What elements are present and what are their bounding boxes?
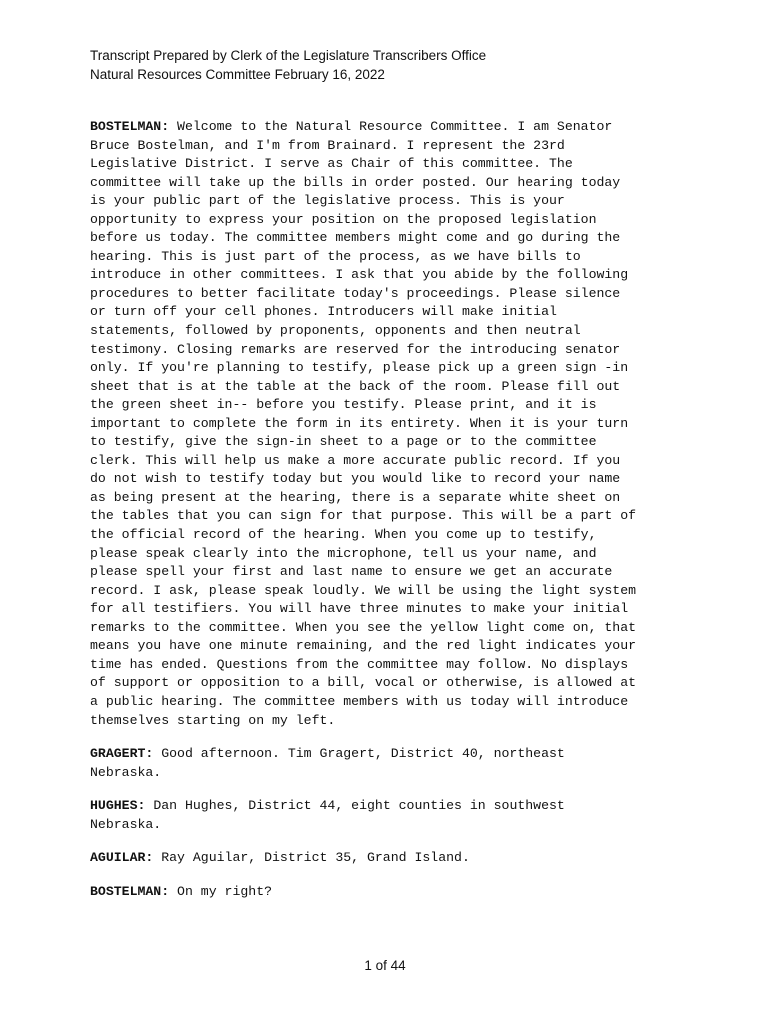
transcript-line (90, 582, 636, 601)
transcript-text: testimony. Closing remarks are reserved for the introducing senator (90, 341, 621, 357)
transcript-line (90, 883, 636, 902)
transcript-line (90, 816, 636, 835)
speaker-entry (90, 118, 636, 730)
transcript-line (90, 693, 636, 712)
transcript-line (90, 433, 636, 452)
transcript-text: as being present at the hearing, there is a separate white sheet on (90, 489, 621, 505)
transcript-text: do not wish to testify today but you would like to record your name (90, 471, 621, 487)
transcript-text: Ray Aguilar, District 35, Grand Island. (153, 850, 470, 866)
transcript-body (90, 118, 636, 916)
transcript-line (90, 303, 636, 322)
transcript-line (90, 507, 636, 526)
speaker-entry (90, 797, 636, 834)
transcript-text: Legislative District. I serve as Chair of this committee. The (90, 156, 573, 172)
transcript-text: means you have one minute remaining, and the red light indicates your (90, 638, 637, 654)
transcript-text: remarks to the committee. When you see the yellow light come on, that (90, 619, 637, 635)
transcript-text: the official record of the hearing. When you come up to testify, (90, 527, 597, 543)
transcript-text: to testify, give the sign-in sheet to a page or to the committee (90, 434, 597, 450)
speaker-entry (90, 849, 636, 868)
transcript-text: Good afternoon. Tim Gragert, District 40, northeast (153, 746, 565, 762)
transcript-text: only. If you're planning to testify, please pick up a green sign -in (90, 360, 629, 376)
transcript-text: Dan Hughes, District 44, eight counties in southwest (145, 798, 565, 814)
transcript-line (90, 619, 636, 638)
transcript-line (90, 764, 636, 783)
transcript-text: Bruce Bostelman, and I'm from Brainard. I represent the 23rd (90, 137, 565, 153)
transcript-text: or turn off your cell phones. Introducers will make initial (90, 304, 557, 320)
transcript-line (90, 637, 636, 656)
speaker-entry (90, 745, 636, 782)
transcript-line (90, 745, 636, 764)
speaker-name: HUGHES: (90, 798, 146, 814)
page-header (90, 46, 486, 84)
transcript-line (90, 470, 636, 489)
transcript-line (90, 489, 636, 508)
transcript-text: clerk. This will help us make a more accurate public record. If you (90, 452, 621, 468)
transcript-line (90, 229, 636, 248)
transcript-text: of support or opposition to a bill, vocal or otherwise, is allowed at (90, 675, 637, 691)
transcript-office-title: Transcript Prepared by Clerk of the Legislature Transcribers Office (90, 48, 487, 63)
transcript-line (90, 674, 636, 693)
transcript-line (90, 600, 636, 619)
page-number: 1 of 44 (364, 958, 406, 973)
transcript-text: committee will take up the bills in order posted. Our hearing today (90, 174, 621, 190)
transcript-text: statements, followed by proponents, opponents and then neutral (90, 323, 581, 339)
transcript-line (90, 266, 636, 285)
transcript-text: please spell your first and last name to ensure we get an accurate (90, 564, 613, 580)
transcript-line (90, 849, 636, 868)
transcript-line (90, 378, 636, 397)
transcript-line (90, 452, 636, 471)
transcript-line (90, 712, 636, 731)
transcript-line (90, 526, 636, 545)
transcript-text: please speak clearly into the microphone, tell us your name, and (90, 545, 597, 561)
transcript-text: hearing. This is just part of the process, as we have bills to (90, 248, 581, 264)
speaker-entry (90, 883, 636, 902)
transcript-line (90, 396, 636, 415)
transcript-text: important to complete the form in its entirety. When it is your turn (90, 415, 629, 431)
transcript-text: a public hearing. The committee members with us today will introduce (90, 693, 629, 709)
transcript-line (90, 656, 636, 675)
transcript-text: On my right? (169, 883, 273, 899)
speaker-name: AGUILAR: (90, 850, 154, 866)
transcript-line (90, 211, 636, 230)
transcript-text: time has ended. Questions from the committee may follow. No displays (90, 656, 629, 672)
transcript-text: sheet that is at the table at the back of the room. Please fill out (90, 378, 621, 394)
transcript-line (90, 545, 636, 564)
transcript-text: before us today. The committee members might come and go during the (90, 230, 621, 246)
transcript-line (90, 415, 636, 434)
transcript-line (90, 248, 636, 267)
transcript-text: is your public part of the legislative process. This is your (90, 193, 565, 209)
transcript-line (90, 285, 636, 304)
transcript-text: themselves starting on my left. (90, 712, 336, 728)
transcript-text: the tables that you can sign for that purpose. This will be a part of (90, 508, 637, 524)
transcript-line (90, 563, 636, 582)
transcript-text: procedures to better facilitate today's proceedings. Please silence (90, 285, 621, 301)
transcript-line (90, 341, 636, 360)
transcript-line (90, 118, 636, 137)
speaker-name: BOSTELMAN: (90, 119, 170, 134)
transcript-text: record. I ask, please speak loudly. We will be using the light system (90, 582, 637, 598)
transcript-line (90, 359, 636, 378)
transcript-line (90, 137, 636, 156)
speaker-name: BOSTELMAN: (90, 883, 170, 899)
transcript-line (90, 174, 636, 193)
transcript-line (90, 192, 636, 211)
transcript-text: Nebraska. (90, 764, 162, 780)
transcript-line (90, 322, 636, 341)
transcript-line (90, 155, 636, 174)
transcript-text: the green sheet in-- before you testify. Please print, and it is (90, 397, 597, 413)
committee-date-line: Natural Resources Committee February 16, 2022 (90, 67, 385, 82)
transcript-text: introduce in other committees. I ask that you abide by the following (90, 267, 629, 283)
transcript-text: for all testifiers. You will have three minutes to make your initial (90, 601, 629, 617)
speaker-name: GRAGERT: (90, 746, 154, 762)
transcript-text: opportunity to express your position on the proposed legislation (90, 211, 597, 227)
transcript-text: Welcome to the Natural Resource Committee. I am Senator (169, 119, 613, 134)
transcript-text: Nebraska. (90, 816, 162, 832)
transcript-line (90, 797, 636, 816)
